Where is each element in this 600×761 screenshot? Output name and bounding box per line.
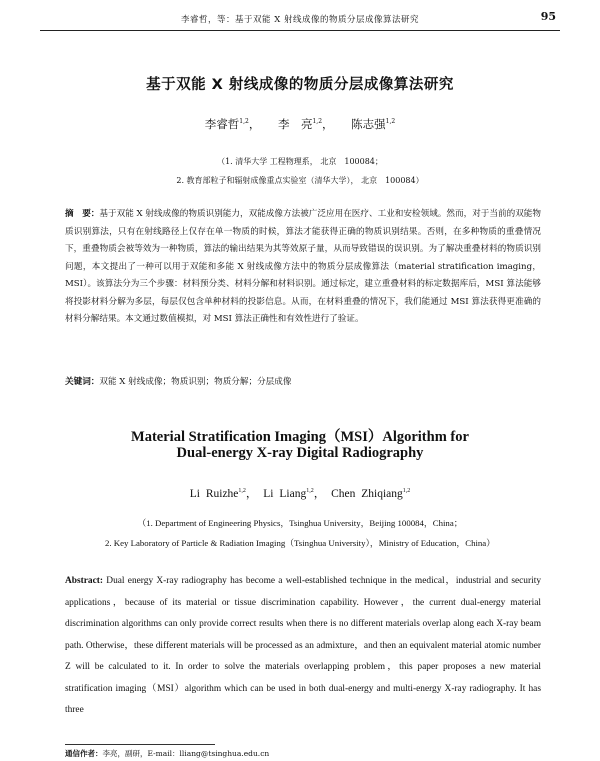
- author-separator: ，: [313, 488, 326, 500]
- author-affiliation-mark: 1,2: [402, 488, 411, 495]
- chinese-authors: [0, 116, 600, 132]
- abstract-text: Dual energy X-ray radiography has become a well-established technique in the medical，industrial and security applications，because of its material or tissue discrimination capability. However，the current dual-energy material discrimination algorithms can only provide correct results when there is no different materials overlap along each X-ray beam path. Otherwise，these different materials will be processed as an admixture，and then an equivalent material atomic number Z will be calculated to it. In order to solve the materials overlapping problem，this paper proposes a new material stratification imaging（MSI）algorithm which can be used in both dual-energy and multi-energy X-ray radiography. It has three: [65, 576, 542, 715]
- english-title-line-1: Material Stratification Imaging（MSI）Algorithm for: [131, 429, 469, 445]
- footnote-text: 李亮，副研，E-mail：lliang@tsinghua.edu.cn: [102, 749, 270, 758]
- running-head: [40, 10, 560, 31]
- author-affiliation-mark: 1,2: [306, 488, 314, 495]
- author-name: 李 亮: [277, 117, 313, 131]
- chinese-abstract: [65, 206, 541, 329]
- english-abstract: [65, 571, 541, 722]
- author-name: 陈志强: [351, 117, 386, 131]
- chinese-affiliation-2: 2. 教育部粒子和辐射成像重点实验室（清华大学）， 北京 100084）: [176, 176, 424, 185]
- english-affiliation-2: 2. Key Laboratory of Particle & Radiation Imaging（Tsinghua University），Ministry of Education，China）: [104, 538, 496, 548]
- author-affiliation-mark: 1,2: [238, 488, 246, 495]
- chinese-affiliation-1: （1. 清华大学 工程物理系， 北京 100084；: [217, 157, 383, 166]
- keywords-label: 关键词：: [65, 377, 100, 387]
- running-head-title: 李睿哲，等：基于双能 X 射线成像的物质分层成像算法研究: [181, 15, 419, 25]
- keywords-text: 双能 X 射线成像；物质识别；物质分解；分层成像: [99, 377, 292, 387]
- author-separator: ，: [322, 117, 334, 131]
- footnote-divider: [65, 744, 215, 745]
- corresponding-author-footnote: [65, 748, 269, 759]
- author-affiliation-mark: 1,2: [312, 118, 323, 126]
- english-title-line-2: Dual-energy X-ray Digital Radiography: [176, 445, 424, 461]
- author-name: Chen Zhiqiang: [331, 488, 403, 500]
- author-name: Li Ruizhe: [189, 488, 239, 500]
- author-name: 李睿哲: [204, 117, 240, 131]
- english-affiliation-1: （1. Department of Engineering Physics，Tsinghua University，Beijing 100084，China；: [137, 518, 463, 528]
- author-affiliation-mark: 1,2: [239, 118, 249, 126]
- abstract-text: 基于双能 X 射线成像的物质识别能力，双能成像方法被广泛应用在医疗、工业和安检领域。然而，对于当前的双能物质识别算法，只有在射线路径上仅存在单一物质的时候，算法才能获得正确的物质识别结果。否则，在多种物质的重叠情况下，重叠物质会被等效为一种物质，算法的输出结果为其等效原子量，从而导致错误的误识别。为了解决重叠材料的物质识别问题，本文提出了一种可以用于双能和多能 X 射线成像方法中的物质分层成像算法（material stratification imaging，MSI）。该算法分为三个步骤：材料预分类、材料分解和材料识别。通过标定，建立重叠材料的标定数据库后，MSI 算法能够将投影材料分解为多层，每层仅包含单种材料的投影信息。从而，在材料重叠的情况下，我们能通过 MSI 算法获得更准确的材料分解结果。本文通过数值模拟，对 MSI 算法正确性和有效性进行了验证。: [65, 209, 541, 324]
- chinese-title: 基于双能 X 射线成像的物质分层成像算法研究: [146, 77, 454, 93]
- abstract-label: Abstract:: [65, 576, 104, 586]
- author-affiliation-mark: 1,2: [385, 118, 396, 126]
- author-separator: ，: [248, 117, 261, 131]
- chinese-keywords: [65, 374, 541, 392]
- footnote-label: 通信作者：: [65, 749, 103, 758]
- abstract-label: 摘 要：: [65, 209, 100, 219]
- author-name: Li Liang: [263, 488, 307, 500]
- english-authors: [0, 485, 600, 501]
- page-number: 95: [540, 10, 556, 23]
- author-separator: ，: [245, 488, 258, 500]
